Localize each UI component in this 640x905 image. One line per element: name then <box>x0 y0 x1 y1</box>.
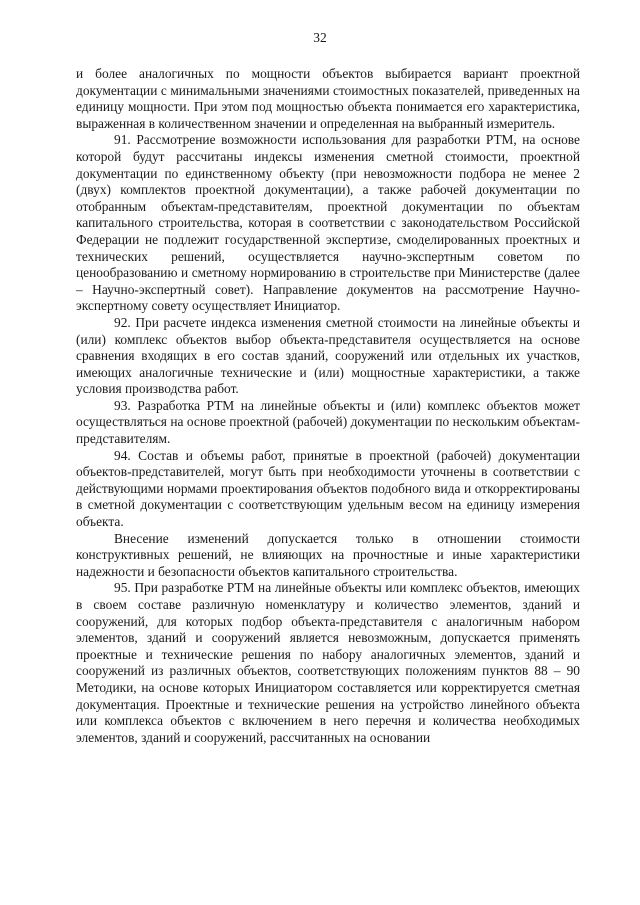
paragraph-item-92: 92. При расчете индекса изменения сметной стоимости на линейные объекты и (или) комплекс объектов выбор объекта-представителя осуществляется на основе сравнения входящих в его состав зданий, сооружений или отдельных их участков, имеющих аналогичные технические и (или) мощностные характеристики, а также условия производства работ. <box>76 314 580 397</box>
paragraph-item-94-changes: Внесение изменений допускается только в отношении стоимости конструктивных решений, не влияющих на прочностные и иные характеристики надежности и безопасности объектов капитального строительства. <box>76 530 580 579</box>
paragraph-item-93: 93. Разработка РТМ на линейные объекты и (или) комплекс объектов может осуществляться на основе проектной (рабочей) документации по нескольким объектам-представителям. <box>76 397 580 447</box>
paragraph-item-95: 95. При разработке РТМ на линейные объекты или комплекс объектов, имеющих в своем составе различную номенклатуру и количество элементов, зданий и сооружений, для которых подбор объекта-представителя с аналогичным набором элементов, зданий и сооружений является невозможным, допускается применять проектные и технические решения по набору аналогичных элементов, зданий и сооружений из различных объектов, соответствующих положениям пунктов 88 – 90 Методики, на основе которых Инициатором составляется или корректируется сметная документация. Проектные и технические решения на устройство линейного объекта или комплекса объектов с включением в него перечня и количества необходимых элементов, зданий и сооружений, рассчитанных на основании <box>76 580 580 745</box>
paragraph-continuation: и более аналогичных по мощности объектов выбирается вариант проектной документации с минимальными значениями стоимостных показателей, приведенных на единицу мощности. При этом под мощностью объекта понимается его характеристика, выраженная в количественном значении и определенная на выбранный измеритель. <box>76 66 580 131</box>
paragraph-item-94: 94. Состав и объемы работ, принятые в проектной (рабочей) документации объектов-представителей, могут быть при необходимости уточнены в соответствии с действующими нормами проектирования объектов подобного вида и откорректированы в сметной документации с соответствующим удельным весом на единицу измерения объекта. <box>76 447 580 530</box>
document-body <box>76 66 580 746</box>
paragraph-item-91: 91. Рассмотрение возможности использования для разработки РТМ, на основе которой будут рассчитаны индексы изменения сметной стоимости, проектной документации по единственному объекту (при невозможности подбора не менее 2 (двух) комплектов проектной документации), а также рабочей документации по отобранным объектам-представителям, проектной документации по объектам капитального строительства, которая в соответствии с законодательством Российской Федерации не подлежит государственной экспертизе, смоделированных проектных и технических решений, осуществляется научно-экспертным советом по ценообразованию и сметному нормированию в строительстве при Министерстве (далее – Научно-экспертный совет). Направление документов на рассмотрение Научно-экспертному совету осуществляет Инициатор. <box>76 132 580 314</box>
page-number: 32 <box>313 30 327 45</box>
